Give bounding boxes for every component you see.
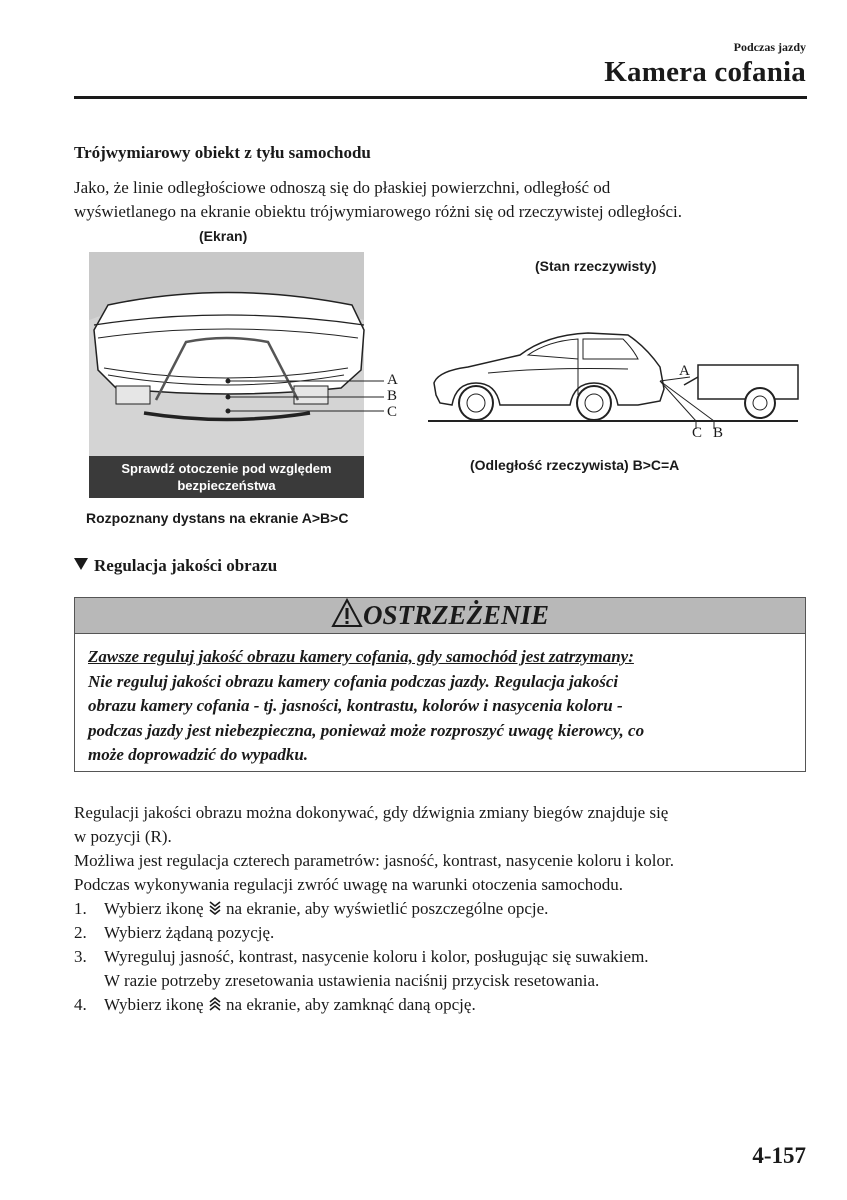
step-1 — [74, 897, 548, 921]
page-number: 4-157 — [752, 1143, 806, 1168]
section-label: Podczas jazdy — [733, 40, 806, 54]
marker-c-real: C — [692, 425, 703, 441]
triangle-down-icon — [74, 558, 88, 570]
double-chevron-down-icon — [208, 900, 222, 916]
warning-line-1: Zawsze reguluj jakość obrazu kamery cofania, gdy samochód jest zatrzymany: — [88, 647, 634, 666]
step-number: 4. — [74, 995, 87, 1014]
warning-title: OSTRZEŻENIE — [362, 600, 550, 630]
step-4-before: Wybierz ikonę — [104, 995, 204, 1014]
intro-line-1: Jako, że linie odległościowe odnoszą się do płaskiej powierzchni, odległość od — [74, 178, 611, 197]
subheading: Trójwymiarowy obiekt z tyłu samochodu — [74, 143, 371, 162]
real-label: (Stan rzeczywisty) — [535, 258, 657, 274]
step-2-text: Wybierz żądaną pozycję. — [104, 923, 275, 942]
warning-line-3: obrazu kamery cofania - tj. jasności, kontrastu, kolorów i nasycenia koloru - — [88, 696, 623, 715]
step-number: 2. — [74, 923, 87, 942]
step-1-before: Wybierz ikonę — [104, 899, 204, 918]
warning-header — [75, 598, 805, 634]
step-1-after: na ekranie, aby wyświetlić poszczególne opcje. — [226, 899, 549, 918]
step-3-text: Wyreguluj jasność, kontrast, nasycenie koloru i kolor, posługując się suwakiem. — [104, 947, 649, 966]
page-title: Kamera cofania — [604, 56, 806, 88]
regulation-heading — [74, 556, 277, 576]
step-number: 3. — [74, 947, 87, 966]
step-3-continuation: W razie potrzeby zresetowania ustawienia naciśnij przycisk resetowania. — [104, 971, 600, 990]
double-chevron-up-icon — [208, 996, 222, 1012]
screen-label: (Ekran) — [199, 228, 248, 244]
camera-screen-illustration — [86, 250, 386, 460]
warning-line-5: może doprowadzić do wypadku. — [88, 745, 309, 764]
marker-a-real: A — [679, 363, 690, 379]
real-car-illustration — [428, 325, 803, 435]
body-line-4: Podczas wykonywania regulacji zwróć uwagę na warunki otoczenia samochodu. — [74, 875, 623, 894]
body-line-1: Regulacji jakości obrazu można dokonywać, gdy dźwignia zmiany biegów znajduje się — [74, 803, 669, 822]
intro-line-2: wyświetlanego na ekranie obiektu trójwymiarowego różni się od rzeczywistej odległości. — [74, 202, 683, 221]
warning-line-4: podczas jazdy jest niebezpieczna, ponieważ może rozproszyć uwagę kierowcy, co — [88, 720, 645, 740]
screen-warning-bar — [89, 456, 364, 498]
step-3 — [74, 945, 649, 969]
body-line-2: w pozycji (R). — [74, 827, 172, 846]
marker-b-screen: B — [387, 388, 398, 404]
warning-box — [74, 597, 806, 772]
warning-line-2: Nie reguluj jakości obrazu kamery cofania podczas jazdy. Regulacja jakości — [88, 671, 619, 691]
screen-caption: Rozpoznany dystans na ekranie A>B>C — [86, 510, 349, 526]
screen-bar-line-2: bezpieczeństwa — [177, 478, 276, 493]
step-4 — [74, 993, 476, 1017]
marker-c-screen: C — [387, 404, 398, 420]
screen-bar-line-1: Sprawdź otoczenie pod względem — [121, 461, 332, 476]
marker-a-screen: A — [387, 372, 398, 388]
warning-triangle-icon — [331, 598, 363, 628]
body-line-3: Możliwa jest regulacja czterech parametrów: jasność, kontrast, nasycenie koloru i kolor. — [74, 851, 674, 870]
step-number: 1. — [74, 899, 87, 918]
marker-b-real: B — [713, 425, 724, 441]
step-2 — [74, 921, 274, 945]
real-caption: (Odległość rzeczywista) B>C=A — [470, 457, 680, 473]
warning-text — [88, 645, 793, 768]
regulation-heading-text: Regulacja jakości obrazu — [94, 556, 278, 575]
step-4-after: na ekranie, aby zamknąć daną opcję. — [226, 995, 476, 1014]
header-rule — [74, 96, 807, 99]
